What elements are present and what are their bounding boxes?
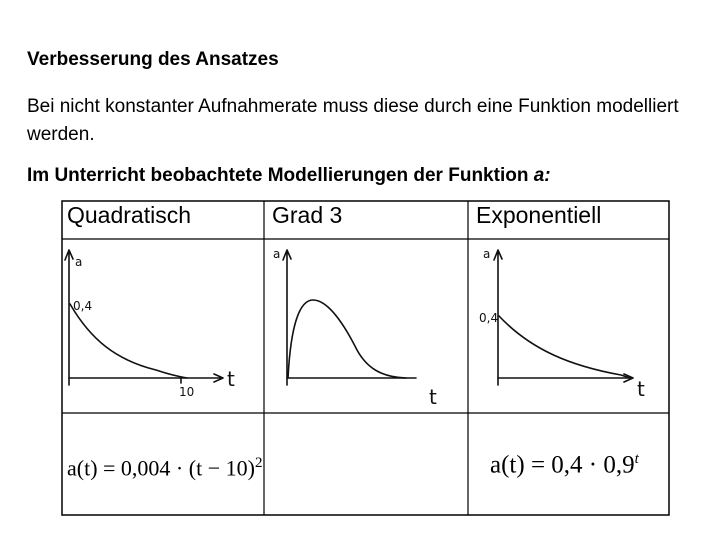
exponential-curve xyxy=(499,316,631,378)
formula-exponential xyxy=(490,451,639,479)
formula-exponential-exponent: t xyxy=(634,451,639,467)
intro-text: Bei nicht konstanter Aufnahmerate muss diese durch eine Funktion modelliert werden. xyxy=(27,96,679,145)
function-name: a: xyxy=(533,165,551,186)
y-axis-arrow xyxy=(65,250,73,385)
y-axis-label: a xyxy=(75,255,83,269)
x-axis-label: t xyxy=(227,367,235,391)
degree3-curve xyxy=(288,300,406,378)
y-tick-label: 0,4 xyxy=(73,299,93,313)
subheading-text: Im Unterricht beobachtete Modellierungen der Funktion xyxy=(27,165,534,186)
y-axis-label: a xyxy=(273,247,281,261)
slide-heading: Verbesserung des Ansatzes xyxy=(27,49,279,70)
formula-quadratic-body: a(t) = 0,004 · (t − 10) xyxy=(67,455,255,481)
x-axis-label: t xyxy=(429,385,437,409)
formula-exponential-body: a(t) = 0,4 · 0,9 xyxy=(490,451,635,479)
y-tick-label: 0,4 xyxy=(479,311,499,325)
x-axis-arrow xyxy=(498,374,633,382)
quadratic-curve xyxy=(70,304,187,378)
sketch-exponential xyxy=(479,247,645,401)
sketch-degree3 xyxy=(273,247,437,409)
x-axis-label: t xyxy=(637,377,645,401)
column-header-quadratic: Quadratisch xyxy=(67,202,192,228)
subheading xyxy=(27,165,551,187)
y-axis-arrow xyxy=(283,250,291,385)
sketch-quadratic xyxy=(65,250,235,399)
formula-quadratic xyxy=(67,455,262,481)
y-axis-label: a xyxy=(483,247,491,261)
x-axis-arrow xyxy=(69,374,223,382)
column-header-degree3: Grad 3 xyxy=(272,202,343,228)
column-header-exponential: Exponentiell xyxy=(476,202,602,228)
x-tick-label: 10 xyxy=(179,385,195,399)
formula-quadratic-exponent: 2 xyxy=(254,455,263,471)
